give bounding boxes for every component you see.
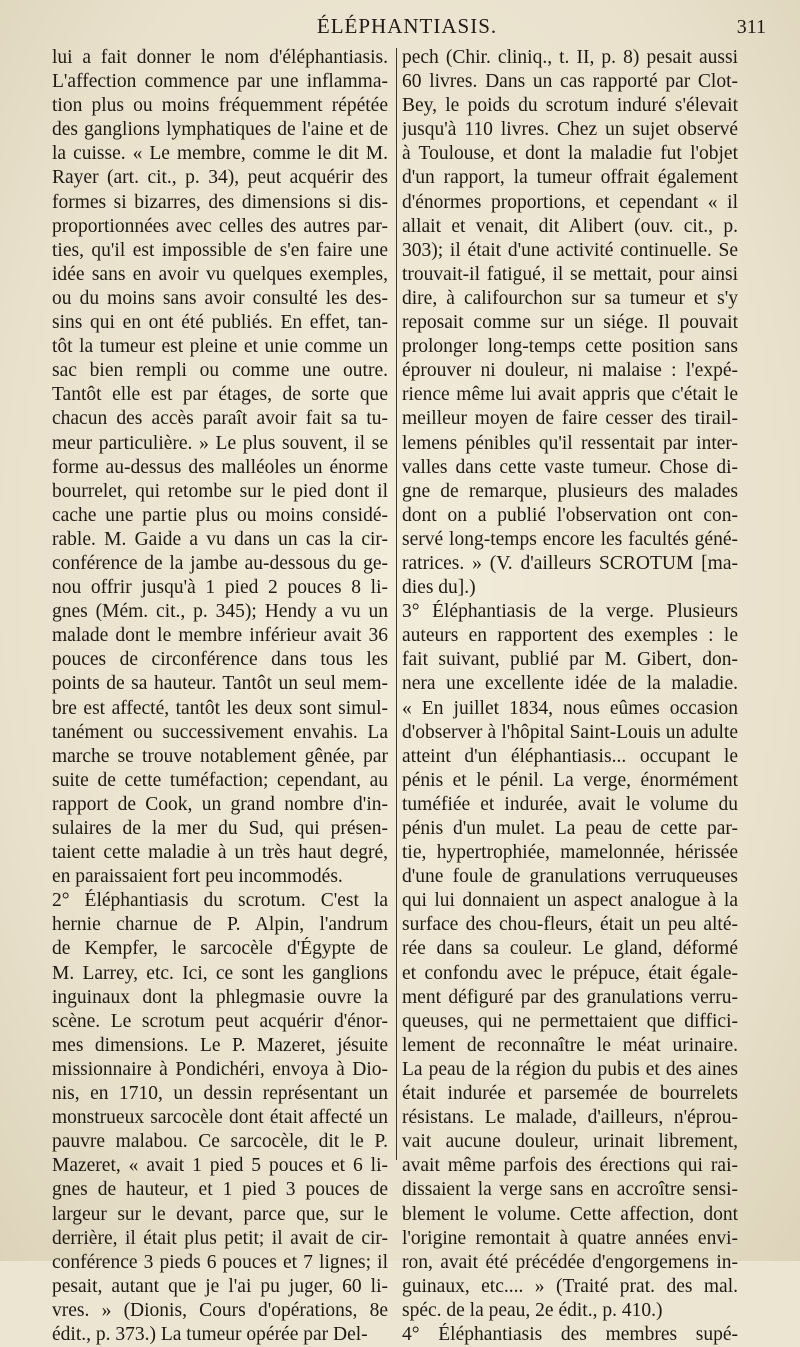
text-line: 303); il était d'une activité continuelle. Se [402,239,738,261]
text-line: pénis et le pénil. La verge, énormément [402,769,738,791]
text-line: ou du moins sans avoir consulté les des- [52,287,388,309]
text-line: auteurs en rapportent des exemples : le [402,625,738,647]
text-line: trouvait-il fatigué, il se mettait, pour ainsi [402,263,738,285]
text-line: M. Larrey, etc. Ici, ce sont les ganglions [52,962,388,984]
text-line: d'une foule de granulations verruqueuses [402,866,738,888]
text-line: scène. Le scrotum peut acquérir d'énor- [52,1010,388,1032]
text-line: rience même lui avait appris que c'était le [402,384,738,406]
text-line: ratrices. » (V. d'ailleurs SCROTUM [ma- [402,552,738,574]
text-line: reposait comme sur un siége. Il pouvait [402,312,738,334]
text-line: sulaires de la mer du Sud, qui présen- [52,818,388,839]
text-line: monstrueux sarcocèle dont était affecté un [52,1107,388,1129]
text-line: dire, à califourchon sur sa tumeur et s'y [402,287,738,309]
text-line: tanément ou successivement envahis. La [52,721,388,743]
text-line: éprouver ni douleur, ni malaise : l'expé- [402,360,738,382]
text-line: 2° Éléphantiasis du scrotum. C'est la [52,890,388,912]
text-line: en paraissaient fort peu incommodés. [52,866,343,888]
text-line: pesait, autant que je l'ai pu juger, 60 li- [52,1275,388,1297]
text-line: largeur sur le devant, parce que, sur le [52,1203,388,1225]
text-line: tôt la tumeur est pleine et unie comme un [52,336,388,358]
text-line: lement de reconnaître le méat urinaire. [402,1034,738,1056]
text-line: idée sans en avoir vu quelques exemples, [52,263,388,285]
text-line: Tantôt elle est par étages, de sorte que [52,384,388,406]
left-column [52,46,388,1347]
text-line: taient cette maladie à un très haut degré, [52,842,388,864]
text-line: d'observer à l'hôpital Saint-Louis un adulte [402,721,738,743]
text-line: Bey, le poids du scrotum induré s'élevait [402,95,738,117]
text-line: atteint d'un éléphantiasis... occupant le [402,745,738,767]
text-line: nera une excellente idée de la maladie. [402,673,738,695]
text-line: queuses, qui ne permettaient que diffici- [402,1010,738,1032]
text-line: conférence 3 pieds 6 pouces et 7 lignes; il [52,1251,388,1273]
text-line: tion plus ou moins fréquemment répétée [52,95,388,117]
text-line: de Kempfer, le sarcocèle d'Égypte de [52,938,388,960]
text-line: servé long-temps encore les facultés géné- [402,528,738,550]
text-line: dissaient la verge sans en accroître sensi- [402,1179,738,1201]
text-line: d'un rapport, la tumeur offrait également [402,167,738,189]
page-header [48,8,766,44]
text-line: forme au-dessus des malléoles un énorme [52,456,388,478]
text-line: jusqu'à 110 livres. Chez un sujet observé [402,119,738,141]
text-line: ties, qu'il est impossible de s'en faire une [52,239,388,261]
text-line: meur particulière. » Le plus souvent, il se [52,432,388,454]
text-line: était indurée et parsemée de bourrelets [402,1083,738,1105]
text-line: bre est affecté, tantôt les deux sont simul- [52,697,388,719]
text-line: meilleur moyen de faire cesser des tirail- [402,408,738,430]
text-line: guinaux, etc.... » (Traité prat. des mal. [402,1275,738,1297]
right-column [402,46,738,1347]
text-line: La peau de la région du pubis et des aines [402,1058,738,1080]
text-line: tie, hypertrophiée, mamelonnée, hérissée [402,842,738,864]
text-line: 3° Éléphantiasis de la verge. Plusieurs [402,601,738,623]
text-line: lemens pénibles qu'il ressentait par inter- [402,432,738,454]
text-line: nou offrir jusqu'à 1 pied 2 pouces 8 li- [52,577,388,599]
text-line: « En juillet 1834, nous eûmes occasion [402,697,738,719]
text-line: qui lui donnaient un aspect analogue à la [402,890,738,912]
text-line: rable. M. Gaide a vu dans un cas la cir- [52,528,388,550]
text-line: tuméfiée et indurée, avait le volume du [402,793,738,815]
text-line: ment défiguré par des granulations verru- [402,986,738,1008]
text-line: derrière, il était plus petit; il avait de cir- [52,1227,388,1249]
text-line: mes dimensions. Le P. Mazeret, jésuite [52,1034,388,1056]
text-line: nis, en 1710, un dessin représentant un [52,1083,388,1105]
text-line: 60 livres. Dans un cas rapporté par Clot- [402,71,738,93]
text-line: sins qui en ont été publiés. En effet, tan- [52,312,388,334]
text-line: dies du].) [402,577,476,599]
text-line: gne de remarque, plusieurs des malades [402,480,738,502]
text-line: 4° Éléphantiasis des membres supé- [402,1323,738,1345]
text-line: surface des chou-fleurs, était un peu alté- [402,914,738,936]
text-line: marche se trouve notablement gênée, par [52,745,388,767]
text-line: gnes de hauteur, et 1 pied 3 pouces de [52,1179,388,1201]
running-title: ÉLÉPHANTIASIS. [316,14,498,38]
column-divider [396,48,397,1160]
text-line: rée dans sa couleur. Le gland, déformé [402,938,738,960]
text-line: rapport de Cook, un grand nombre d'in- [52,793,388,815]
text-line: suite de cette tuméfaction; cependant, au [52,769,388,791]
text-line: prolonger long-temps cette position sans [402,336,738,358]
text-line: la cuisse. « Le membre, comme le dit M. [52,143,388,165]
text-line: édit., p. 373.) La tumeur opérée par Del- [52,1323,368,1345]
text-line: pouces de circonférence dans tous les [52,649,388,671]
text-line: points de sa hauteur. Tantôt un seul mem- [52,673,388,695]
text-line: pech (Chir. cliniq., t. II, p. 8) pesait aussi [402,47,738,68]
text-line: L'affection commence par une inflamma- [52,71,388,93]
text-line: pénis d'un mulet. La peau de cette par- [402,818,738,839]
text-line: formes si bizarres, des dimensions si dis- [52,191,388,213]
text-line: gnes (Mém. cit., p. 345); Hendy a vu un [52,601,388,623]
text-line: vait aucune douleur, urinait librement, [402,1131,738,1153]
text-line: spéc. de la peau, 2e édit., p. 410.) [402,1299,663,1321]
text-line: malade dont le membre inférieur avait 36 [52,625,388,647]
text-line: vres. » (Dionis, Cours d'opérations, 8e [52,1299,388,1321]
text-line: avait même parfois des érections qui rai- [402,1155,738,1177]
text-line: chacun des accès paraît avoir fait sa tu- [52,408,388,430]
page-number: 311 [736,16,766,38]
text-line: résistans. Le malade, d'ailleurs, n'éprou- [402,1107,738,1129]
text-line: hernie charnue de P. Alpin, l'andrum [52,914,388,936]
text-line: d'énormes proportions, et cependant « il [402,191,738,213]
text-line: sac bien rempli ou comme une outre. [52,360,388,382]
text-line: dont on a publié l'observation ont con- [402,504,738,526]
text-line: inguinaux dont la phlegmasie ouvre la [52,986,388,1008]
text-line: et confondu avec le prépuce, était égale- [402,962,738,984]
text-line: conférence de la jambe au-dessous du ge- [52,552,388,574]
text-line: Mazeret, « avait 1 pied 5 pouces et 6 li- [52,1155,388,1177]
text-line: proportionnées avec celles des autres par- [52,215,388,237]
text-line: lui a fait donner le nom d'éléphantiasis. [52,47,388,68]
text-line: ron, avait été précédée d'engorgemens in- [402,1251,738,1273]
text-line: cache une partie plus ou moins considé- [52,504,388,526]
text-line: des ganglions lymphatiques de l'aine et de [52,119,388,141]
text-line: allait et venait, dit Alibert (ouv. cit., p. [402,215,738,237]
text-line: à Toulouse, et dont la maladie fut l'objet [402,143,738,165]
text-line: l'origine remontait à quatre années envi- [402,1227,738,1249]
text-line: fait suivant, publié par M. Gibert, don- [402,649,738,671]
text-line: missionnaire à Pondichéri, envoya à Dio- [52,1058,388,1080]
text-line: blement le volume. Cette affection, dont [402,1203,738,1225]
text-line: pauvre malabou. Ce sarcocèle, dit le P. [52,1131,388,1153]
text-line: valles dans cette vaste tumeur. Chose di- [402,456,738,478]
text-line: bourrelet, qui retombe sur le pied dont il [52,480,388,502]
text-line: Rayer (art. cit., p. 34), peut acquérir des [52,167,388,189]
